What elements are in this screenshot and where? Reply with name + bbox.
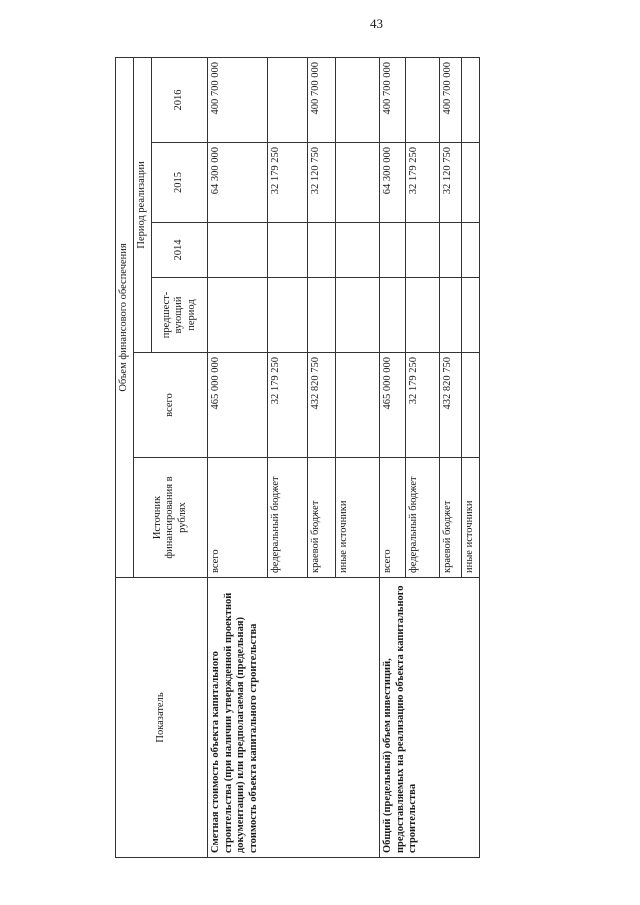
total-cell: 432 820 750 [308,353,336,458]
y2016-cell [462,57,480,142]
y2015-cell [462,143,480,223]
header-financing-volume: Объем финансового обеспечения [116,57,134,577]
y2015-cell: 32 120 750 [308,143,336,223]
y2016-cell [268,57,308,142]
y2016-cell: 400 700 000 [308,57,336,142]
total-cell [336,353,380,458]
prev-cell [268,278,308,353]
y2016-cell: 400 700 000 [380,57,406,142]
total-cell: 432 820 750 [440,353,462,458]
source-cell: иные источники [336,458,380,578]
indicator-cell: Общий (предельный) объем инвестиций, предоставляемых на реализацию объекта капитального строительства [380,578,480,858]
table-row [208,57,268,857]
prev-cell [440,278,462,353]
total-cell: 465 000 000 [380,353,406,458]
y2015-cell: 32 120 750 [440,143,462,223]
page-number: 43 [370,16,383,31]
prev-cell [462,278,480,353]
y2014-cell [308,223,336,278]
source-cell: краевой бюджет [440,458,462,578]
source-cell: федеральный бюджет [406,458,440,578]
y2015-cell: 64 300 000 [380,143,406,223]
total-cell: 32 179 250 [268,353,308,458]
source-cell: всего [380,458,406,578]
y2014-cell [462,223,480,278]
prev-cell [308,278,336,353]
header-source: Источник финансирования в рублях [134,458,208,578]
y2016-cell [406,57,440,142]
header-2015: 2015 [152,143,208,223]
financing-table [115,57,480,858]
header-2016: 2016 [152,57,208,142]
prev-cell [208,278,268,353]
y2016-cell: 400 700 000 [440,57,462,142]
prev-cell [406,278,440,353]
source-cell: краевой бюджет [308,458,336,578]
header-total: всего [134,353,208,458]
y2016-cell [336,57,380,142]
y2016-cell: 400 700 000 [208,57,268,142]
y2015-cell: 64 300 000 [208,143,268,223]
header-indicator: Показатель [116,578,208,858]
source-cell: иные источники [462,458,480,578]
y2015-cell [336,143,380,223]
header-2014: 2014 [152,223,208,278]
source-cell: федеральный бюджет [268,458,308,578]
total-cell: 32 179 250 [406,353,440,458]
y2014-cell [380,223,406,278]
y2014-cell [208,223,268,278]
header-period: Период реализации [134,57,152,352]
total-cell [462,353,480,458]
header-previous-period: предшест-вующий период [152,278,208,353]
y2015-cell: 32 179 250 [406,143,440,223]
prev-cell [336,278,380,353]
table-row [380,57,406,857]
y2015-cell: 32 179 250 [268,143,308,223]
y2014-cell [268,223,308,278]
y2014-cell [336,223,380,278]
rotated-table-container [115,58,475,858]
source-cell: всего [208,458,268,578]
total-cell: 465 000 000 [208,353,268,458]
indicator-cell: Сметная стоимость объекта капитального строительства (при наличии утвержденной проектной документации) или предполагаемая (предельная) стоимость объекта капитального строительства [208,578,380,858]
prev-cell [380,278,406,353]
y2014-cell [406,223,440,278]
y2014-cell [440,223,462,278]
